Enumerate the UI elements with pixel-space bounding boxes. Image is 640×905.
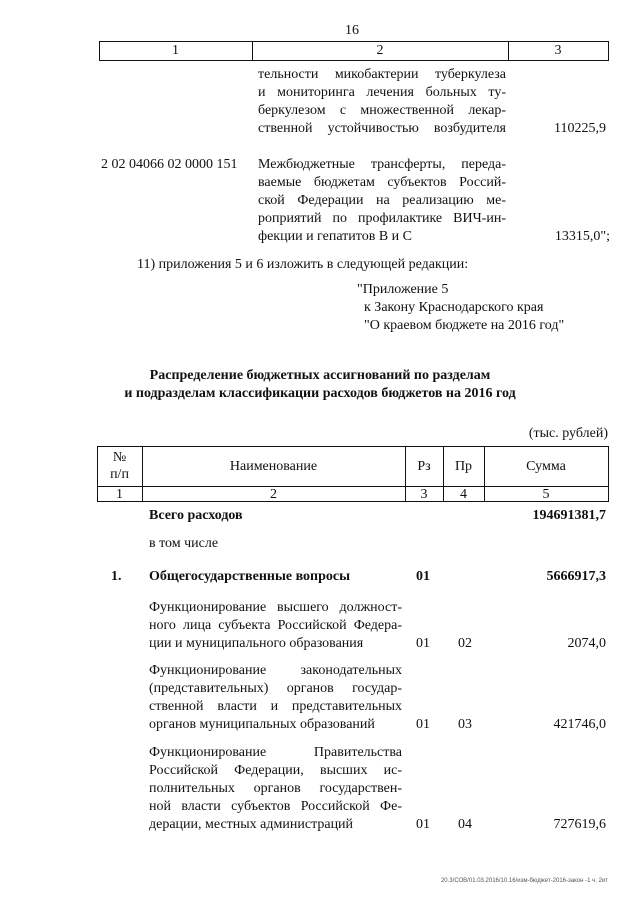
section-1-label: Общегосударственные вопросы [149, 569, 351, 584]
header-pr: Пр [454, 459, 473, 474]
row1-line: беркулезом с множественной лекар- [258, 103, 506, 118]
top-table-col-1: 1 [172, 43, 179, 58]
total-label: Всего расходов [149, 508, 243, 523]
row-line: Функционирование законодательных [149, 663, 402, 678]
index-col-1: 1 [116, 487, 123, 502]
row1-amount: 110225,9 [554, 121, 606, 136]
row-line: Функционирование Правительства [149, 745, 402, 760]
page-number: 16 [345, 23, 359, 38]
appendix-line-1: "Приложение 5 [357, 282, 449, 297]
row-rz: 01 [416, 717, 430, 732]
section-1-amount: 5666917,3 [546, 569, 606, 584]
row-rz: 01 [416, 817, 430, 832]
row-amount: 2074,0 [567, 636, 606, 651]
header-name: Наименование [229, 459, 318, 474]
header-num-line-2: п/п [110, 467, 129, 482]
title-line-2: и подразделам классификации расходов бюджетов на 2016 год [124, 386, 516, 401]
row-pr: 04 [458, 817, 472, 832]
item-11-text: 11) приложения 5 и 6 изложить в следующей редакции: [137, 257, 469, 272]
row-line: Функционирование высшего должност- [149, 600, 402, 615]
row2-line: ваемые бюджетам субъектов Россий- [258, 175, 506, 190]
row-line: (представительных) органов государ- [149, 681, 402, 696]
index-col-4: 4 [460, 487, 467, 502]
row-line: ной власти субъектов Российской Фе- [149, 799, 402, 814]
index-col-5: 5 [542, 487, 550, 502]
index-col-2: 2 [270, 487, 277, 502]
footer-reference: 20.3/СОВ/01.03.2016/10.16/изм-бюджет-2016-закон -1 ч. 2ит [440, 878, 608, 884]
row-line: органов муниципальных образований [149, 717, 375, 732]
appendix-line-2: к Закону Краснодарского края [364, 300, 544, 315]
index-col-3: 3 [420, 487, 428, 502]
header-num-line-1: № [112, 450, 127, 465]
row-line: дерации, местных администраций [149, 817, 354, 832]
row2-line: Межбюджетные трансферты, переда- [258, 157, 506, 172]
row1-line: ственной устойчивостью возбудителя [258, 121, 506, 136]
row2-line: роприятий по профилактике ВИЧ-ин- [258, 211, 506, 226]
row2-line: ской Федерации на реализацию ме- [258, 193, 506, 208]
title-line-1: Распределение бюджетных ассигнований по разделам [149, 368, 491, 383]
section-1-num: 1. [111, 569, 122, 584]
units-label: (тыс. рублей) [528, 426, 608, 441]
row-pr: 02 [458, 636, 472, 651]
top-table-col-3: 3 [554, 43, 562, 58]
row-rz: 01 [416, 636, 430, 651]
row-amount: 727619,6 [553, 817, 606, 832]
row2-line: фекции и гепатитов В и С [258, 229, 412, 244]
row-line: ции и муниципального образования [149, 636, 364, 651]
row-line: ственной власти и представительных [149, 699, 402, 714]
row-line: Российской Федерации, высших ис- [149, 763, 402, 778]
including-label: в том числе [149, 536, 219, 551]
header-sum: Сумма [526, 459, 566, 474]
row-line: ного лица субъекта Российской Федера- [149, 618, 402, 633]
total-amount: 194691381,7 [532, 508, 606, 523]
row-amount: 421746,0 [553, 717, 606, 732]
top-table-col-2: 2 [376, 43, 384, 58]
row2-code: 2 02 04066 02 0000 151 [101, 157, 238, 172]
row-line: полнительных органов государствен- [149, 781, 402, 796]
row2-amount: 13315,0"; [554, 229, 610, 244]
appendix-line-3: "О краевом бюджете на 2016 год" [364, 318, 565, 333]
row-pr: 03 [458, 717, 472, 732]
section-1-rz: 01 [416, 569, 430, 584]
header-rz: Рз [417, 459, 431, 474]
row1-line: и мониторинга лечения больных ту- [258, 85, 506, 100]
row1-line: тельности микобактерии туберкулеза [258, 67, 506, 82]
